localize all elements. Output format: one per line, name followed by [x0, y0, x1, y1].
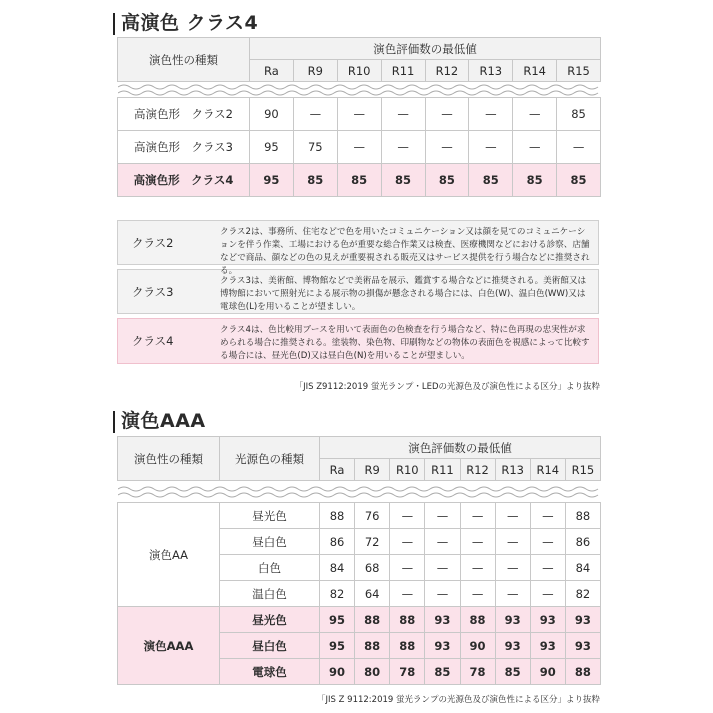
- value-cell: —: [337, 98, 381, 131]
- value-cell: —: [425, 529, 460, 555]
- light-color: 昼光色: [220, 607, 320, 633]
- value-cell: 85: [557, 164, 601, 197]
- value-cell: 88: [565, 659, 600, 685]
- value-cell: —: [460, 555, 495, 581]
- value-cell: 93: [565, 607, 600, 633]
- value-cell: —: [293, 98, 337, 131]
- value-cell: 90: [320, 659, 355, 685]
- value-cell: 93: [425, 607, 460, 633]
- value-cell: —: [425, 581, 460, 607]
- table-row: [118, 503, 601, 529]
- value-cell: 64: [355, 581, 390, 607]
- group-label: 演色AA: [118, 503, 220, 607]
- column-header: Ra: [250, 60, 294, 82]
- value-cell: 93: [495, 633, 530, 659]
- value-cell: 88: [355, 607, 390, 633]
- header-type: 演色性の種類: [118, 437, 220, 481]
- note-label: クラス2: [132, 235, 174, 250]
- light-color: 電球色: [220, 659, 320, 685]
- column-header: R9: [293, 60, 337, 82]
- group-label: 演色AAA: [118, 607, 220, 685]
- value-cell: 82: [565, 581, 600, 607]
- note-class3: [117, 269, 599, 314]
- value-cell: 86: [565, 529, 600, 555]
- title-bar: [113, 411, 115, 433]
- value-cell: —: [390, 555, 425, 581]
- value-cell: 85: [557, 98, 601, 131]
- value-cell: 95: [250, 164, 294, 197]
- note-class2: [117, 220, 599, 276]
- row-label: 高演色形 クラス4: [118, 164, 250, 197]
- value-cell: 93: [425, 633, 460, 659]
- value-cell: 88: [390, 607, 425, 633]
- value-cell: —: [530, 503, 565, 529]
- value-cell: 75: [293, 131, 337, 164]
- row-label: 高演色形 クラス2: [118, 98, 250, 131]
- value-cell: —: [530, 581, 565, 607]
- value-cell: —: [557, 131, 601, 164]
- value-cell: 93: [530, 633, 565, 659]
- source-note-1: 「JIS Z9112:2019 蛍光ランプ・LEDの光源色及び演色性による区分」より抜粋: [294, 382, 600, 392]
- note-class4: [117, 318, 599, 364]
- section1-title-text: 高演色 クラス4: [121, 12, 259, 34]
- value-cell: 86: [320, 529, 355, 555]
- column-header: R12: [425, 60, 469, 82]
- value-cell: 68: [355, 555, 390, 581]
- class-notes: [117, 220, 599, 368]
- value-cell: —: [469, 131, 513, 164]
- table-row: [118, 131, 601, 164]
- column-header: R11: [381, 60, 425, 82]
- column-header: R10: [390, 459, 425, 481]
- value-cell: 93: [495, 607, 530, 633]
- light-color: 白色: [220, 555, 320, 581]
- value-cell: 85: [381, 164, 425, 197]
- value-cell: —: [425, 503, 460, 529]
- value-cell: 85: [425, 659, 460, 685]
- header-min-values: 演色評価数の最低値: [250, 38, 601, 60]
- light-color: 昼白色: [220, 529, 320, 555]
- header-type: 演色性の種類: [118, 38, 250, 82]
- light-color: 昼光色: [220, 503, 320, 529]
- column-header: R11: [425, 459, 460, 481]
- value-cell: 90: [250, 98, 294, 131]
- value-cell: 93: [565, 633, 600, 659]
- value-cell: —: [495, 581, 530, 607]
- value-cell: 85: [469, 164, 513, 197]
- section1-title: [113, 8, 258, 35]
- value-cell: 85: [513, 164, 557, 197]
- title-bar: [113, 13, 115, 35]
- light-color: 昼白色: [220, 633, 320, 659]
- value-cell: 95: [320, 633, 355, 659]
- value-cell: —: [495, 503, 530, 529]
- value-cell: 90: [460, 633, 495, 659]
- table-row: [118, 98, 601, 131]
- value-cell: 84: [320, 555, 355, 581]
- table-row: [118, 607, 601, 633]
- value-cell: 82: [320, 581, 355, 607]
- value-cell: —: [381, 131, 425, 164]
- value-cell: 88: [565, 503, 600, 529]
- light-color: 温白色: [220, 581, 320, 607]
- note-text: クラス3は、美術館、博物館などで美術品を展示、鑑賞する場合などに推奨される。美術館又は博物館において照射光による展示物の損傷が懸念される場合には、白色(W)、温白色(WW)又は電球色(L)を用いることが望ましい。: [220, 276, 587, 312]
- column-header: R14: [513, 60, 557, 82]
- table-row: [118, 164, 601, 197]
- wave-divider: [118, 82, 601, 98]
- value-cell: —: [390, 503, 425, 529]
- column-header: R12: [460, 459, 495, 481]
- value-cell: 85: [337, 164, 381, 197]
- column-header: R13: [495, 459, 530, 481]
- value-cell: —: [513, 131, 557, 164]
- column-header: R13: [469, 60, 513, 82]
- class4-table: [117, 37, 601, 197]
- value-cell: 88: [355, 633, 390, 659]
- value-cell: 84: [565, 555, 600, 581]
- value-cell: —: [337, 131, 381, 164]
- value-cell: —: [469, 98, 513, 131]
- value-cell: 88: [390, 633, 425, 659]
- column-header: R9: [355, 459, 390, 481]
- value-cell: 76: [355, 503, 390, 529]
- column-header: R14: [530, 459, 565, 481]
- value-cell: 80: [355, 659, 390, 685]
- value-cell: 78: [390, 659, 425, 685]
- value-cell: —: [381, 98, 425, 131]
- value-cell: 88: [320, 503, 355, 529]
- note-label: クラス4: [132, 334, 174, 348]
- value-cell: —: [460, 529, 495, 555]
- value-cell: —: [495, 529, 530, 555]
- value-cell: —: [425, 555, 460, 581]
- value-cell: —: [513, 98, 557, 131]
- value-cell: —: [390, 581, 425, 607]
- value-cell: 93: [530, 607, 565, 633]
- value-cell: 95: [320, 607, 355, 633]
- value-cell: 88: [460, 607, 495, 633]
- row-label: 高演色形 クラス3: [118, 131, 250, 164]
- value-cell: 78: [460, 659, 495, 685]
- column-header: R15: [557, 60, 601, 82]
- value-cell: 90: [530, 659, 565, 685]
- source-note-2: 「JIS Z 9112:2019 蛍光ランプの光源色及び演色性による区分」より抜粋: [317, 695, 600, 705]
- section2-title: [113, 406, 206, 433]
- section2-title-text: 演色AAA: [121, 410, 206, 432]
- column-header: Ra: [320, 459, 355, 481]
- note-text: クラス2は、事務所、住宅などで色を用いたコミュニケーション又は顔を見てのコミュニケーションを伴う作業、工場における色が重要な総合作業又は検査、医療機関などにおける診察、店舗などで商品、顔などの色の見えが重要視される販売又はサービス提供を行う場合などに推奨される。: [220, 227, 590, 276]
- note-label: クラス3: [132, 284, 174, 299]
- aaa-table: [117, 436, 601, 685]
- value-cell: —: [390, 529, 425, 555]
- value-cell: —: [530, 529, 565, 555]
- value-cell: 85: [495, 659, 530, 685]
- note-text: クラス4は、色比較用ブースを用いて表面色の色検査を行う場合など、特に色再現の忠実性が求められる場合に推奨される。塗装物、染色物、印刷物などの物体の表面色を視感によって比較する場合には、昼光色(D)又は昼白色(N)を用いることが望ましい。: [220, 325, 590, 361]
- column-header: R10: [337, 60, 381, 82]
- value-cell: 72: [355, 529, 390, 555]
- value-cell: 95: [250, 131, 294, 164]
- value-cell: —: [495, 555, 530, 581]
- value-cell: —: [460, 503, 495, 529]
- column-header: R15: [565, 459, 600, 481]
- wave-divider: [118, 481, 601, 503]
- value-cell: —: [460, 581, 495, 607]
- header-light-color: 光源色の種類: [220, 437, 320, 481]
- value-cell: —: [425, 131, 469, 164]
- value-cell: —: [425, 98, 469, 131]
- value-cell: 85: [425, 164, 469, 197]
- header-min-values: 演色評価数の最低値: [320, 437, 601, 459]
- value-cell: —: [530, 555, 565, 581]
- value-cell: 85: [293, 164, 337, 197]
